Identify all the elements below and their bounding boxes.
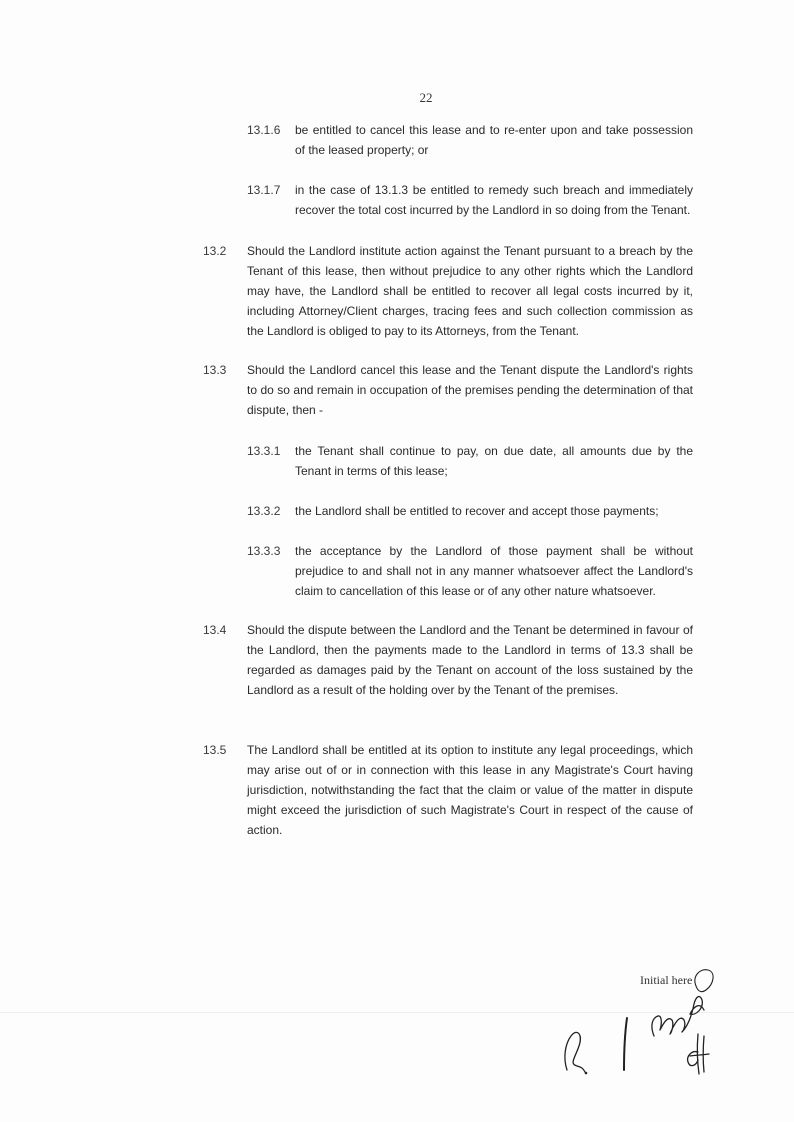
clause-13-3-text: Should the Landlord cancel this lease and the Tenant dispute the Landlord's rights to do so and remain in occupation of the premises pending the determination of that dispute, then - [247, 363, 693, 417]
clause-13-2-text: Should the Landlord institute action against the Tenant pursuant to a breach by the Tenant of this lease, then without prejudice to any other rights which the Landlord may have, the Landlord shall be entitled to recover all legal costs incurred by it, including Attorney/Client charges, tracing fees and such collection commission as the Landlord is obliged to pay to its Attorneys, from the Tenant. [247, 244, 693, 338]
initial-here-label: Initial here [640, 973, 693, 987]
clause-13-3-2-text: the Landlord shall be entitled to recover and accept those payments; [295, 504, 659, 518]
clause-number-13-2: 13.2 [203, 244, 227, 258]
signature-initial-2 [618, 1016, 632, 1072]
page-number: 22 [419, 90, 433, 105]
clause-13-1-7-text: in the case of 13.1.3 be entitled to remedy such breach and immediately recover the total cost incurred by the Landlord in so doing from the Tenant. [295, 183, 693, 217]
clause-13-1-6-text: be entitled to cancel this lease and to re-enter upon and take possession of the leased property; or [295, 123, 693, 157]
clause-number-13-3: 13.3 [203, 363, 227, 377]
clause-13-4-text: Should the dispute between the Landlord and the Tenant be determined in favour of the Landlord, then the payments made to the Landlord in terms of 13.3 shall be regarded as damages paid by the Tenant on account of the loss sustained by the Landlord as a result of the holding over by the Tenant of the premises. [247, 623, 693, 697]
clause-13-3-1-text: the Tenant shall continue to pay, on due date, all amounts due by the Tenant in terms of this lease; [295, 444, 693, 478]
clause-13-5-text: The Landlord shall be entitled at its option to institute any legal proceedings, which may arise out of or in connection with this lease in any Magistrate's Court having jurisdiction, notwithstanding the fact that the claim or value of the matter in dispute might exceed the jurisdiction of such Magistrate's Court in respect of the cause of action. [247, 743, 693, 837]
clause-number-13-1-6: 13.1.6 [247, 123, 281, 137]
signature-initial-4 [682, 1030, 712, 1076]
clause-number-13-3-2: 13.3.2 [247, 504, 281, 518]
signature-initial-1 [555, 1020, 595, 1078]
clause-number-13-1-7: 13.1.7 [247, 183, 281, 197]
clause-number-13-4: 13.4 [203, 623, 227, 637]
clause-number-13-3-3: 13.3.3 [247, 544, 281, 558]
clause-13-3-3-text: the acceptance by the Landlord of those payment shall be without prejudice to and shall not in any manner whatsoever affect the Landlord's claim to cancellation of this lease or of any other nature whatsoever. [295, 544, 693, 598]
clause-number-13-3-1: 13.3.1 [247, 444, 281, 458]
clause-number-13-5: 13.5 [203, 743, 227, 757]
